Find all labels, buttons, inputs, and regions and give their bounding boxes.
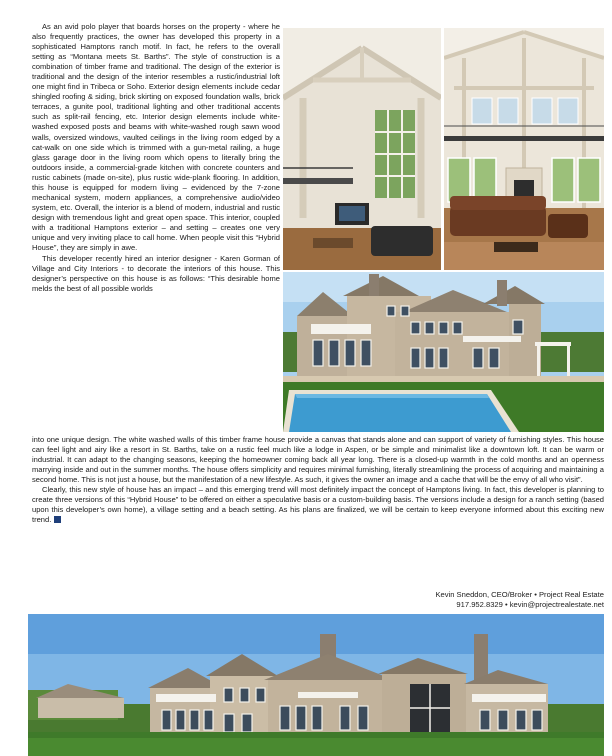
house-exterior-photo [28, 614, 604, 756]
author-credit [344, 590, 604, 610]
article-continued [32, 435, 604, 525]
credit-line-name: Kevin Sneddon, CEO/Broker • Project Real Estate [435, 590, 604, 599]
article-paragraph-4-text: Clearly, this new style of house has an impact – and this emerging trend will most definitely impact the concept of Hamptons living. In fact, this developer is planning to create three versions of this “Hybrid House” to be offered on either a speculative basis or a custom-building basis. The versions include a design for a ranch setting (based upon this developer’s own home), a village setting and a beach setting. As his plans are finalized, we will be certain to keep everyone informed about this exciting new trend. [32, 485, 604, 525]
article-paragraph-3: into one unique design. The white washed walls of this timber frame house provide a canvas that stands alone and can support of variety of furnishing styles. This house can feel light and airy like a resort in St. Barths, take on a rustic feel much like a lodge in Aspen, or be simple and minimalist like a downtown loft. It can be warm or industrial. It can adapt to the changing seasons, keeping the homeowner coming back all year long. There is a closed-up warmth in the cold months and an openness marrying inside and out in the summer months. The house offers simplicity and requires minimal furnishing, literally streamlining the process of acquiring and maintaining a second home. This is not just a house, but the manifestation of a new lifestyle. As such, it gives the owner an image and a cache that will be the envy of all who visit”. [32, 435, 604, 485]
living-room-photo-left [283, 28, 441, 270]
article-column [32, 22, 280, 294]
living-room-photo-right [444, 28, 604, 270]
pool-house-photo [283, 272, 604, 432]
article-paragraph-2: This developer recently hired an interior designer - Karen Gorman of Village and City Interiors - to decorate the interiors of this house. This designer’s perspective on this house is as follows: “This desirable home melds the best of all possible worlds [32, 254, 280, 294]
article-paragraph-4 [32, 485, 604, 525]
credit-line-contact: 917.952.8329 • kevin@projectrealestate.net [456, 600, 604, 609]
article-paragraph-1: As an avid polo player that boards horses on the property - where he also frequently practices, the owner has developed this property in a sophisticated Hamptons ranch motif. In fact, he refers to the overall setting as “Montana meets St. Barths”. The style of construction is a combination of timber frame and traditional. The design of the exterior is traditional and the design of the interior resembles a rustic/industrial loft one might find in Tribeca or Soho. Exterior design elements include cedar shingled roofing & siding, brick skirting on exposed foundation walls, brick terraces, a gunite pool, traditional lighting and other traditional accents such as split-rail fencing, etc. Interior design elements include white-washed exposed posts and beams with white-washed rough sawn wood walls, oversized windows, vaulted ceilings in the living room edged by a cat-walk on one side which is trimmed with a gun-metal railing, a huge glass garage door in the living room which opens to literally bring the outdoors inside, a commercial-grade kitchen with concrete counters and rustic cabinets (made on-site), plus rustic wide-plank flooring. In addition, this house is equipped for modern living – evidenced by the 7-zone mechanical system, modern appliances, a comprehensive audio/video system, etc. Overall, the interior is a blend of modern, industrial and rustic design with tremendous light and great open space. This interior, coupled with a traditional Hamptons exterior – and setting – creates one very unique and very inviting place to call home. When people visit this “Hybrid House”, they are simply in awe. [32, 22, 280, 253]
end-mark-icon [54, 516, 61, 523]
